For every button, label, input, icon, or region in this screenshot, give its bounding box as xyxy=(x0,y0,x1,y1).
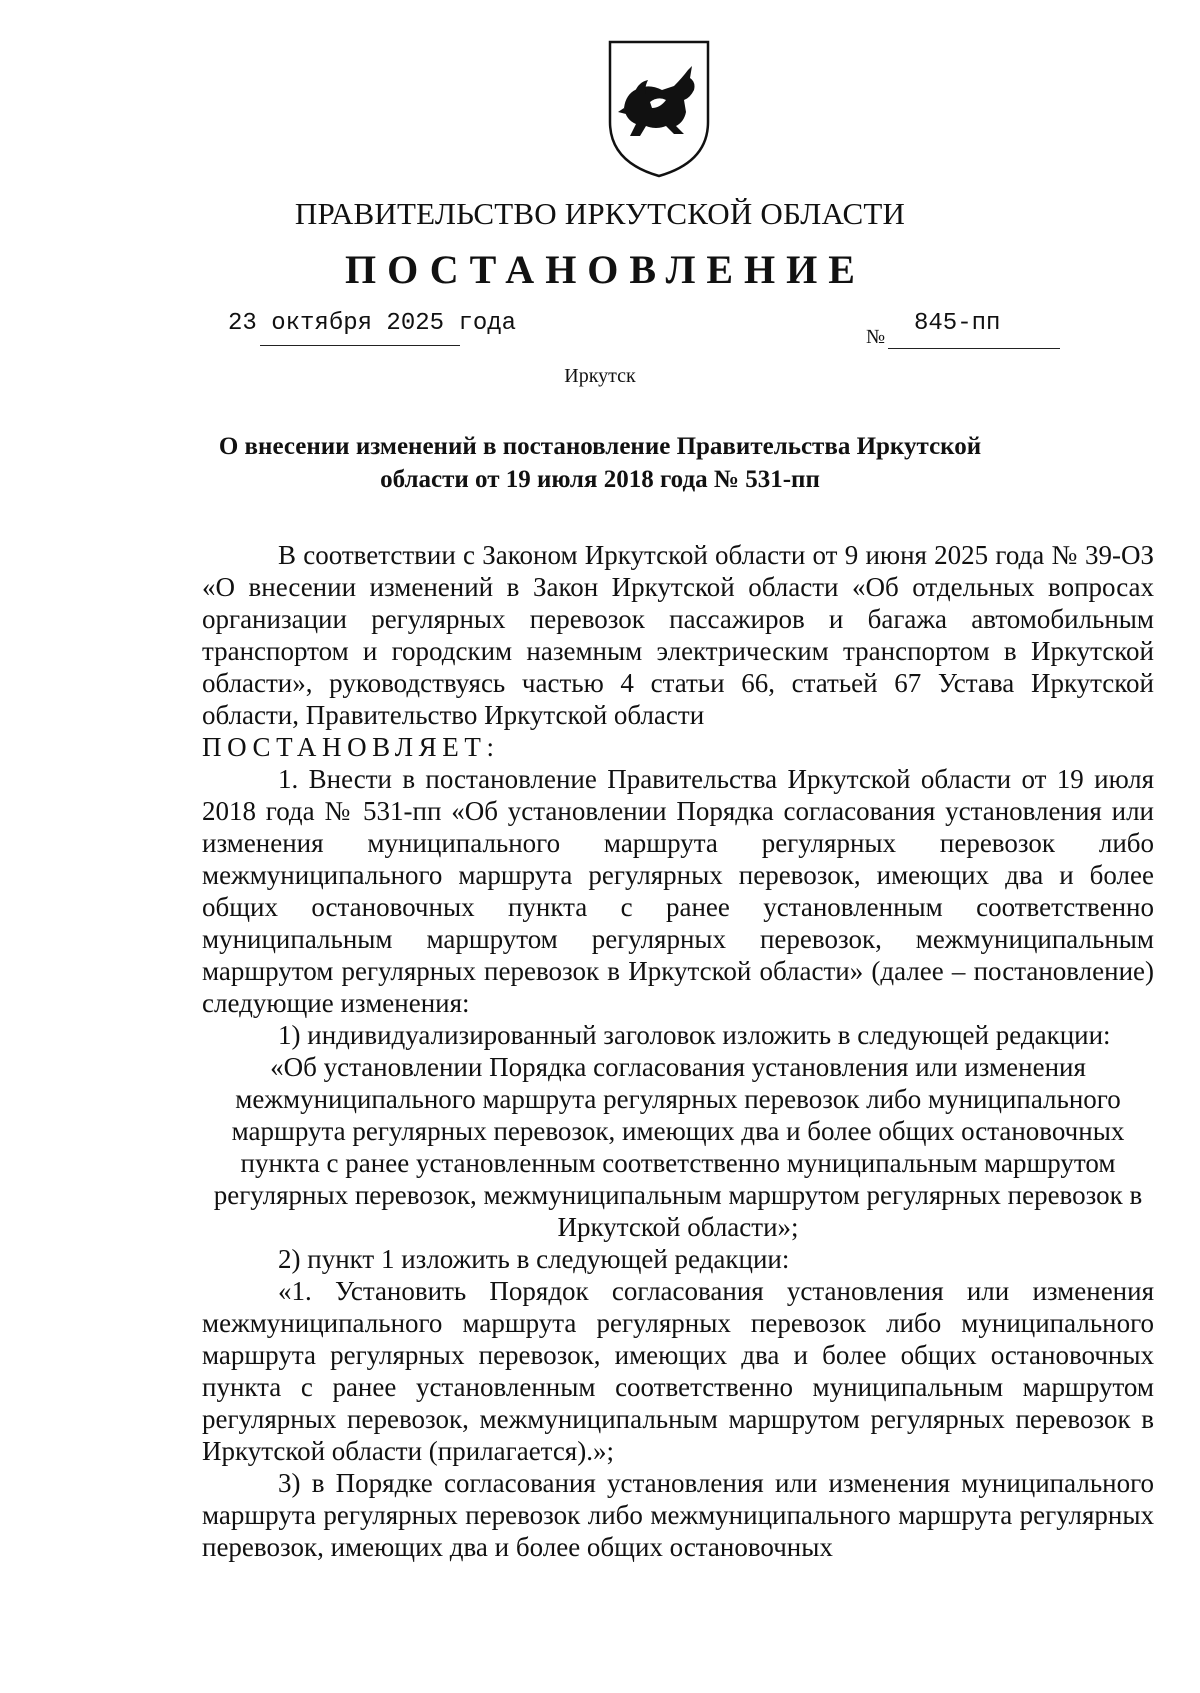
quoted-title-paragraph: «Об установлении Порядка согласования установления или изменения межмуниципального маршрута регулярных перевозок либо муниципального маршрута регулярных перевозок, имеющих два и более общих остановочных пункта с ранее установленным соответственно муниципальным маршрутом регулярных перевозок, межмуниципальным маршрутом регулярных перевозок в Иркутской области»; xyxy=(213,1052,1143,1242)
document-city: Иркутск xyxy=(564,365,636,387)
subitem-2-paragraph: 2) пункт 1 изложить в следующей редакции: xyxy=(278,1244,790,1274)
subitem-3-paragraph: 3) в Порядке согласования установления или изменения муниципального маршрута регулярных перевозок либо межмуниципального маршрута регулярных перевозок, имеющих два и более общих остановочных xyxy=(202,1468,1154,1562)
organization-name: ПРАВИТЕЛЬСТВО ИРКУТСКОЙ ОБЛАСТИ xyxy=(294,196,906,231)
quoted-item-paragraph: «1. Установить Порядок согласования установления или изменения межмуниципального маршрута регулярных перевозок либо муниципального маршрута регулярных перевозок, имеющих два и более общих остановочных пункта с ранее установленным соответственно муниципальным маршрутом регулярных перевозок, межмуниципальным маршрутом регулярных перевозок в Иркутской области (прилагается).»; xyxy=(202,1276,1154,1466)
document-date: 23 октября 2025 года xyxy=(228,310,517,337)
subitem-1-paragraph: 1) индивидуализированный заголовок изложить в следующей редакции: xyxy=(278,1020,1111,1050)
document-type: ПОСТАНОВЛЕНИЕ xyxy=(345,247,866,292)
number-underline xyxy=(888,348,1060,349)
document-number: 845-пп xyxy=(914,310,1001,337)
decree-word: ПОСТАНОВЛЯЕТ: xyxy=(202,732,500,762)
document-body xyxy=(202,539,1154,1563)
number-sign: № xyxy=(866,326,886,348)
preamble-paragraph: В соответствии с Законом Иркутской области от 9 июня 2025 года № 39-ОЗ «О внесении изменений в Закон Иркутской области «Об отдельных вопросах организации регулярных перевозок пассажиров и багажа автомобильным транспортом и городским наземным электрическим транспортом в Иркутской области», руководствуясь частью 4 статьи 66, статьей 67 Устава Иркутской области, Правительство Иркутской области xyxy=(202,540,1154,730)
document-title: О внесении изменений в постановление Правительства Иркутской области от 19 июля 2018 года № 531-пп xyxy=(218,433,982,493)
item-1-paragraph: 1. Внести в постановление Правительства Иркутской области от 19 июля 2018 года № 531-пп «Об установлении Порядка согласования установления или изменения муниципального маршрута регулярных перевозок либо межмуниципального маршрута регулярных перевозок, имеющих два и более общих остановочных пункта с ранее установленным соответственно муниципальным маршрутом регулярных перевозок, межмуниципальным маршрутом регулярных перевозок в Иркутской области» (далее – постановление) следующие изменения: xyxy=(202,764,1154,1018)
date-underline xyxy=(260,345,460,346)
coat-of-arms-emblem xyxy=(604,38,714,180)
